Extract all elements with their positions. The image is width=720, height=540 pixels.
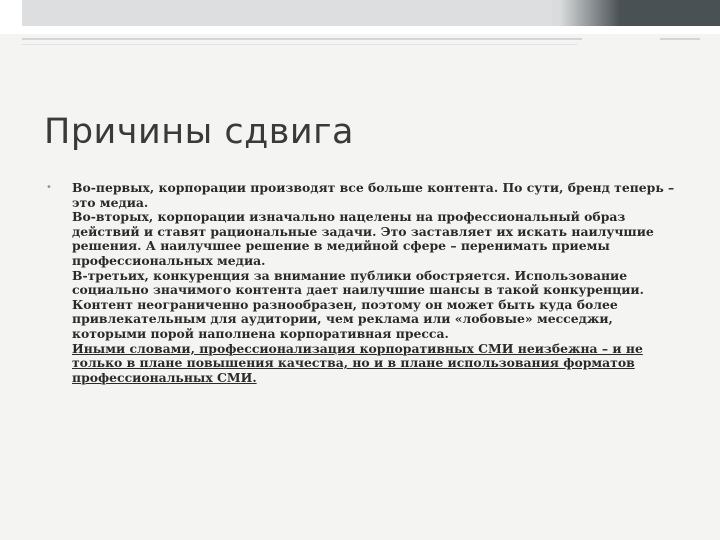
paragraph-2: Во-вторых, корпорации изначально нацелены на профессиональный образ действий и ставят рациональные задачи. Это заставляет их искать наилучшие решения. А наилучшее решение в медийной сфере – перенимать приемы профессиональных медиа.: [72, 209, 654, 268]
body-text: [56, 181, 680, 385]
paragraph-4-underlined: Иными словами, профессионализация корпоративных СМИ неизбежна – и не только в плане повышения качества, но и в плане использования форматов профессиональных СМИ.: [72, 340, 643, 385]
slide-body: [46, 180, 680, 385]
paragraph-1: Во-первых, корпорации производят все больше контента. По сути, бренд теперь – это медиа.: [72, 180, 675, 210]
slide-header-decoration: [0, 0, 720, 34]
header-rule-right: [660, 38, 700, 40]
paragraph-3: В-третьих, конкуренция за внимание публики обостряется. Использование социально значимого контента дает наилучшие шансы в такой конкуренции. Контент неограниченно разнообразен, поэтому он может быть куда более привлекательным для аудитории, чем реклама или «лобовые» месседжи, которыми порой наполнена корпоративная пресса.: [72, 267, 644, 341]
header-thin-rule: [22, 44, 577, 45]
bullet-icon: •: [46, 182, 52, 193]
header-gradient-band: [0, 0, 720, 26]
slide-title: Причины сдвига: [44, 112, 355, 152]
header-rule-left: [22, 38, 582, 40]
